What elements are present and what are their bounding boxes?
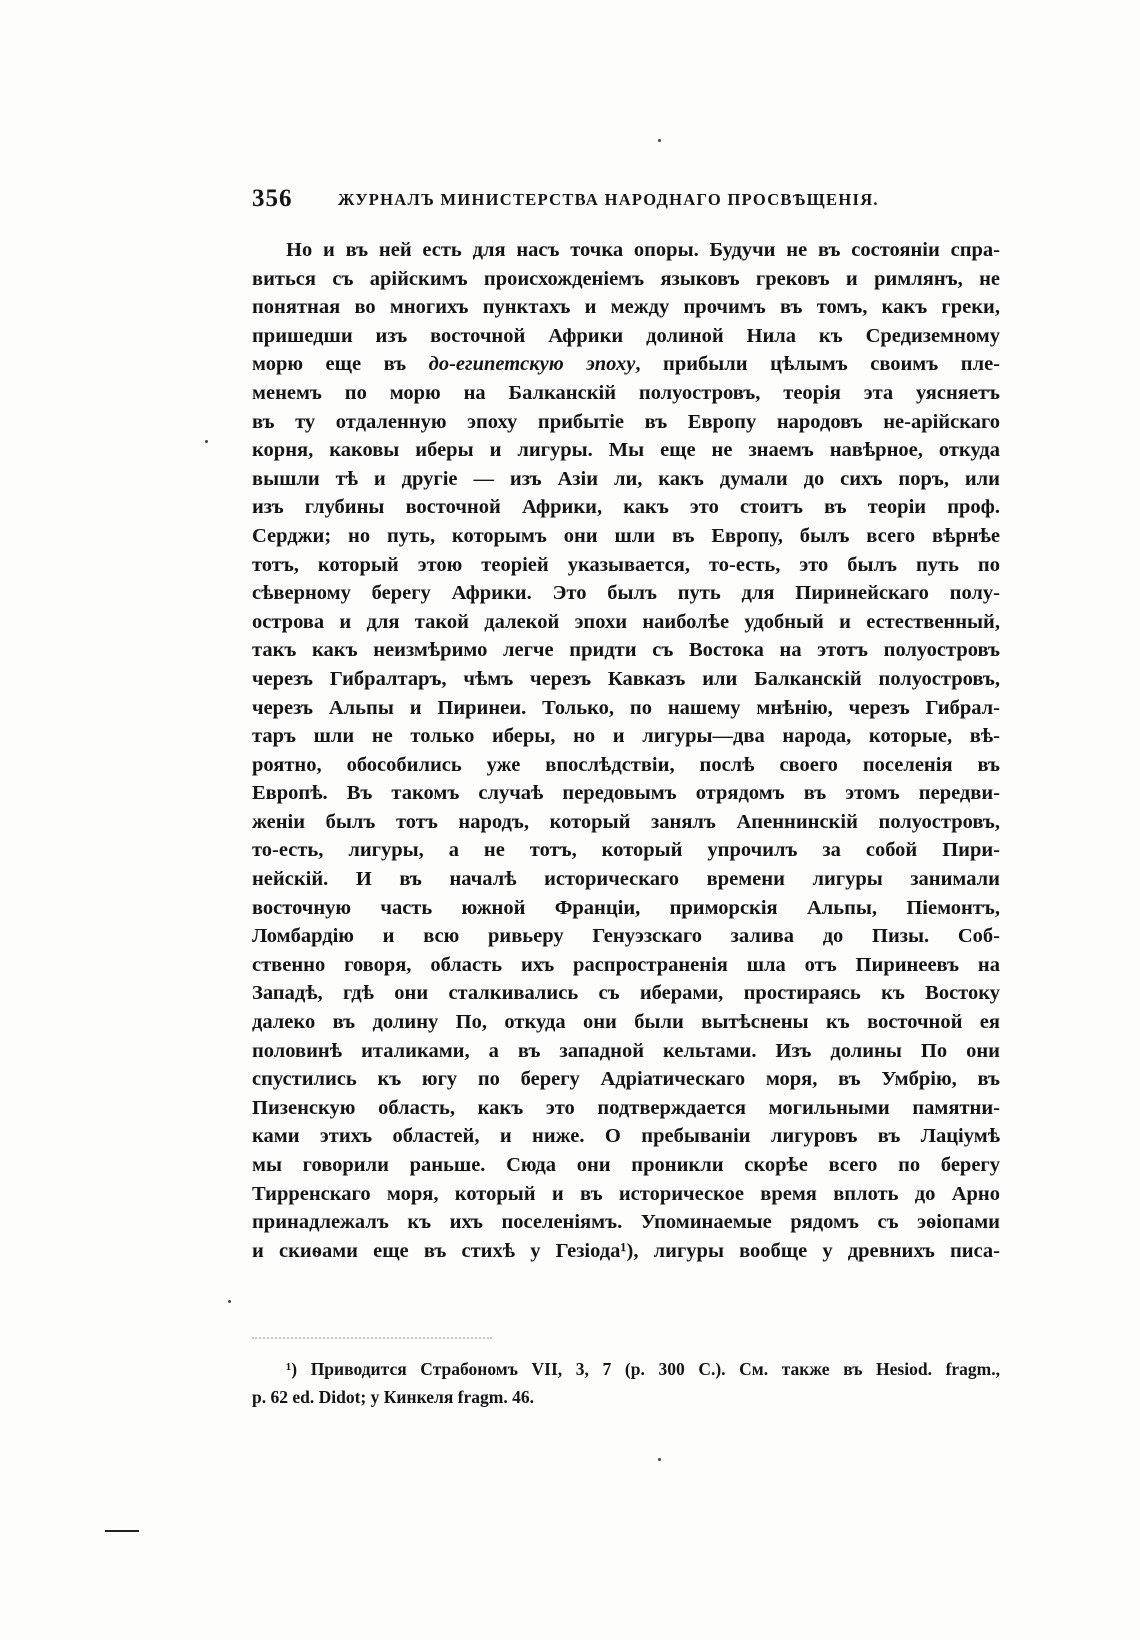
- text-line: въ ту отдаленную эпоху прибытіе въ Европу народовъ не-арійскаго: [252, 410, 1000, 433]
- paper-speck: [228, 1300, 231, 1303]
- footnote-separator: [252, 1337, 492, 1345]
- text-line: далеко въ долину По, откуда они были вытѣснены къ восточной ея: [252, 1011, 1000, 1034]
- text-line: черезъ Гибралтаръ, чѣмъ черезъ Кавказъ или Балканскій полуостровъ,: [252, 667, 1000, 690]
- text-line: половинѣ италиками, а въ западной кельтами. Изъ долины По они: [252, 1039, 1000, 1062]
- text-line: Пизенскую область, какъ это подтверждается могильными памятни-: [252, 1096, 1000, 1119]
- text-line: понятная во многихъ пунктахъ и между прочимъ въ томъ, какъ греки,: [252, 296, 1000, 319]
- text-line: вышли тѣ и другіе — изъ Азіи ли, какъ думали до сихъ поръ, или: [252, 467, 1000, 490]
- text-line: Европѣ. Въ такомъ случаѣ передовымъ отрядомъ въ этомъ передви-: [252, 782, 1000, 805]
- text-line: острова и для такой далекой эпохи наиболѣе удобный и естественный,: [252, 610, 1000, 633]
- italic-phrase: до-египетскую эпоху: [428, 353, 636, 376]
- body-text: [252, 236, 1000, 1265]
- text-line: ками этихъ областей, и ниже. О пребываніи лигуровъ въ Лаціумѣ: [252, 1125, 1000, 1148]
- text-line: спустились къ югу по берегу Адріатическаго моря, въ Умбрію, въ: [252, 1068, 1000, 1091]
- text-line: изъ глубины восточной Африки, какъ это стоитъ въ теоріи проф.: [252, 496, 1000, 519]
- text-line: нейскій. И въ началѣ историческаго времени лигуры занимали: [252, 868, 1000, 891]
- text-line: таръ шли не только иберы, но и лигуры—два народа, которые, вѣ-: [252, 725, 1000, 748]
- text-line: Но и въ ней есть для насъ точка опоры. Будучи не въ состояніи спра-: [286, 239, 1000, 261]
- paper-speck: [658, 139, 661, 142]
- page-header: [252, 185, 912, 219]
- text-line: Западѣ, гдѣ они сталкивались съ иберами, простираясь къ Востоку: [252, 982, 1000, 1005]
- text-line: женіи былъ тотъ народъ, который занялъ Апеннинскій полуостровъ,: [252, 810, 1000, 833]
- text-line: и скиѳами еще въ стихѣ у Гезіода¹), лигуры вообще у древнихъ писа-: [252, 1239, 1000, 1262]
- paper-speck: [205, 440, 208, 443]
- text-segment: , прибыли цѣлымъ своимъ пле-: [635, 353, 1001, 376]
- text-line: Серджи; но путь, которымъ они шли въ Европу, былъ всего вѣрнѣе: [252, 524, 1000, 547]
- text-line: роятно, обособились уже впослѣдствіи, послѣ своего поселенія въ: [252, 753, 1000, 776]
- text-line: Ломбардію и всю ривьеру Генуэзскаго залива до Пизы. Соб-: [252, 925, 1000, 948]
- text-line: то-есть, лигуры, а не тотъ, который упрочилъ за собой Пири-: [252, 839, 1000, 862]
- text-line: тотъ, который этою теоріей указывается, то-есть, это былъ путь по: [252, 553, 1000, 576]
- text-segment: морю еще въ: [252, 353, 407, 376]
- text-line: мы говорили раньше. Сюда они проникли скорѣе всего по берегу: [252, 1154, 1000, 1176]
- footnote-line: p. 62 ed. Didot; у Кинкеля fragm. 46.: [252, 1387, 534, 1407]
- text-line: [252, 350, 1000, 379]
- text-line: сѣверному берегу Африки. Это былъ путь для Пиринейскаго полу-: [252, 582, 1000, 605]
- margin-mark: [105, 1530, 139, 1532]
- text-line: пришедши изъ восточной Африки долиной Нила къ Средиземному: [252, 324, 1000, 347]
- text-line: Тирренскаго моря, который и въ историческое время вплоть до Арно: [252, 1182, 1000, 1205]
- footnote-line: ¹) Приводится Страбономъ VII, 3, 7 (p. 300 C.). См. также въ Hesiod. fragm.,: [286, 1359, 1000, 1379]
- footnotes: [252, 1355, 1000, 1411]
- text-line: ственно говоря, область ихъ распространенія шла отъ Пиринеевъ на: [252, 953, 1000, 976]
- text-line: восточную часть южной Франціи, приморскія Альпы, Піемонтъ,: [252, 896, 1000, 919]
- text-line: черезъ Альпы и Пиринеи. Только, по нашему мнѣнію, черезъ Гибрал-: [252, 696, 1000, 719]
- text-line: корня, каковы иберы и лигуры. Мы еще не знаемъ навѣрное, откуда: [252, 439, 1000, 462]
- paper-speck: [658, 1458, 661, 1461]
- text-line: менемъ по морю на Балканскій полуостровъ, теорія эта уясняетъ: [252, 381, 1000, 404]
- page-number: 356: [252, 185, 293, 212]
- running-title: ЖУРНАЛЪ МИНИСТЕРСТВА НАРОДНАГО ПРОСВѢЩЕНІЯ.: [338, 190, 879, 209]
- text-line: такъ какъ неизмѣримо легче придти съ Востока на этотъ полуостровъ: [252, 639, 1000, 662]
- text-line: виться съ арійскимъ происхожденіемъ языковъ грековъ и римлянъ, не: [252, 267, 1000, 290]
- text-line: принадлежалъ къ ихъ поселеніямъ. Упоминаемые рядомъ съ эѳіопами: [252, 1211, 1000, 1234]
